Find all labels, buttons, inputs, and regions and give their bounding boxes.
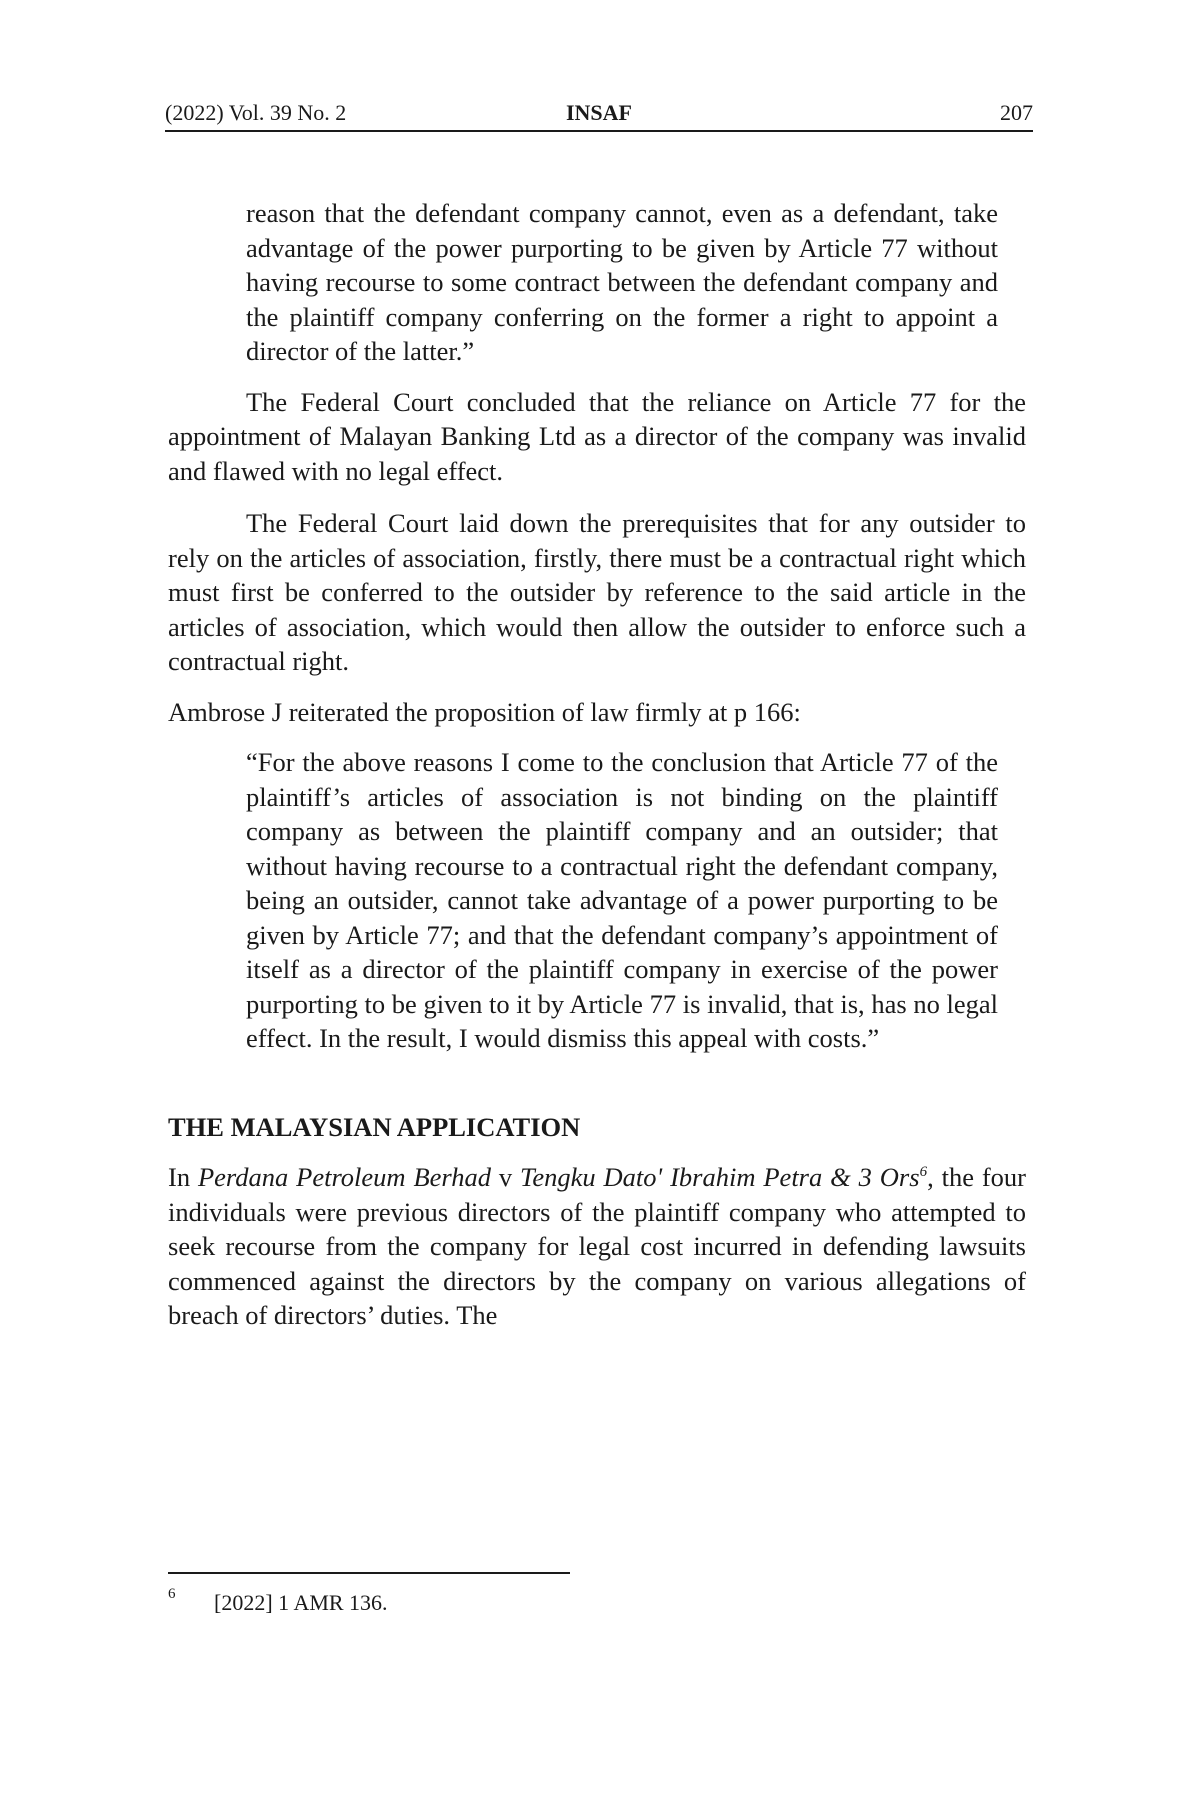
case-party-1: Perdana Petroleum Berhad: [197, 1162, 491, 1192]
paragraph-ambrose-j: Ambrose J reiterated the proposition of law firmly at p 166:: [168, 696, 801, 727]
page-number: 207: [1000, 100, 1033, 125]
paragraph-perdana-petroleum: [168, 1160, 1026, 1333]
case-party-2: Tengku Dato' Ibrahim Petra & 3 Ors: [520, 1162, 920, 1192]
case-versus: v: [491, 1162, 521, 1192]
journal-title: INSAF: [565, 100, 632, 125]
footnote-number: 6: [168, 1586, 176, 1602]
page-header: [165, 100, 1033, 132]
body-text: [168, 196, 1026, 1333]
para-rest: , the four individuals were previous directors of the plaintiff company who attempted to seek recourse from the company for legal cost incurred in defending lawsuits commenced against the directors by the company on various allegations of breach of directors’ duties. The: [168, 1162, 1027, 1330]
paragraph-prerequisites: The Federal Court laid down the prerequisites that for any outsider to rely on the articles of association, firstly, there must be a contractual right which must first be conferred to the outsider by reference to the said article in the articles of association, which would then allow the outsider to enforce such a contractual right.: [168, 508, 1026, 676]
journal-volume: (2022) Vol. 39 No. 2: [165, 100, 347, 125]
footnote-text: [2022] 1 AMR 136.: [214, 1590, 388, 1615]
block-quote-continuation: reason that the defendant company cannot, even as a defendant, take advantage of the power purporting to be given by Article 77 without having recourse to some contract between the defendant company and the plaintiff company conferring on the former a right to appoint a director of the latter.”: [246, 198, 998, 366]
section-heading: THE MALAYSIAN APPLICATION: [168, 1111, 581, 1142]
paragraph-federal-court-conclusion: The Federal Court concluded that the reliance on Article 77 for the appointment of Malayan Banking Ltd as a director of the company was invalid and flawed with no legal effect.: [168, 386, 1026, 486]
footnote-reference[interactable]: 6: [919, 1164, 928, 1181]
footnote-separator: [168, 1572, 570, 1574]
para-lead: In: [168, 1162, 198, 1192]
block-quote-ambrose-j: “For the above reasons I come to the conclusion that Article 77 of the plaintiff’s articles of association is not binding on the plaintiff company as between the plaintiff company and an outsider; that without having recourse to a contractual right the defendant company, being an outsider, cannot take advantage of a power purporting to be given by Article 77; and that the defendant company’s appointment of itself as a director of the plaintiff company in exercise of the power purporting to be given to it by Article 77 is invalid, that is, has no legal effect. In the result, I would dismiss this appeal with costs.”: [246, 747, 998, 1053]
